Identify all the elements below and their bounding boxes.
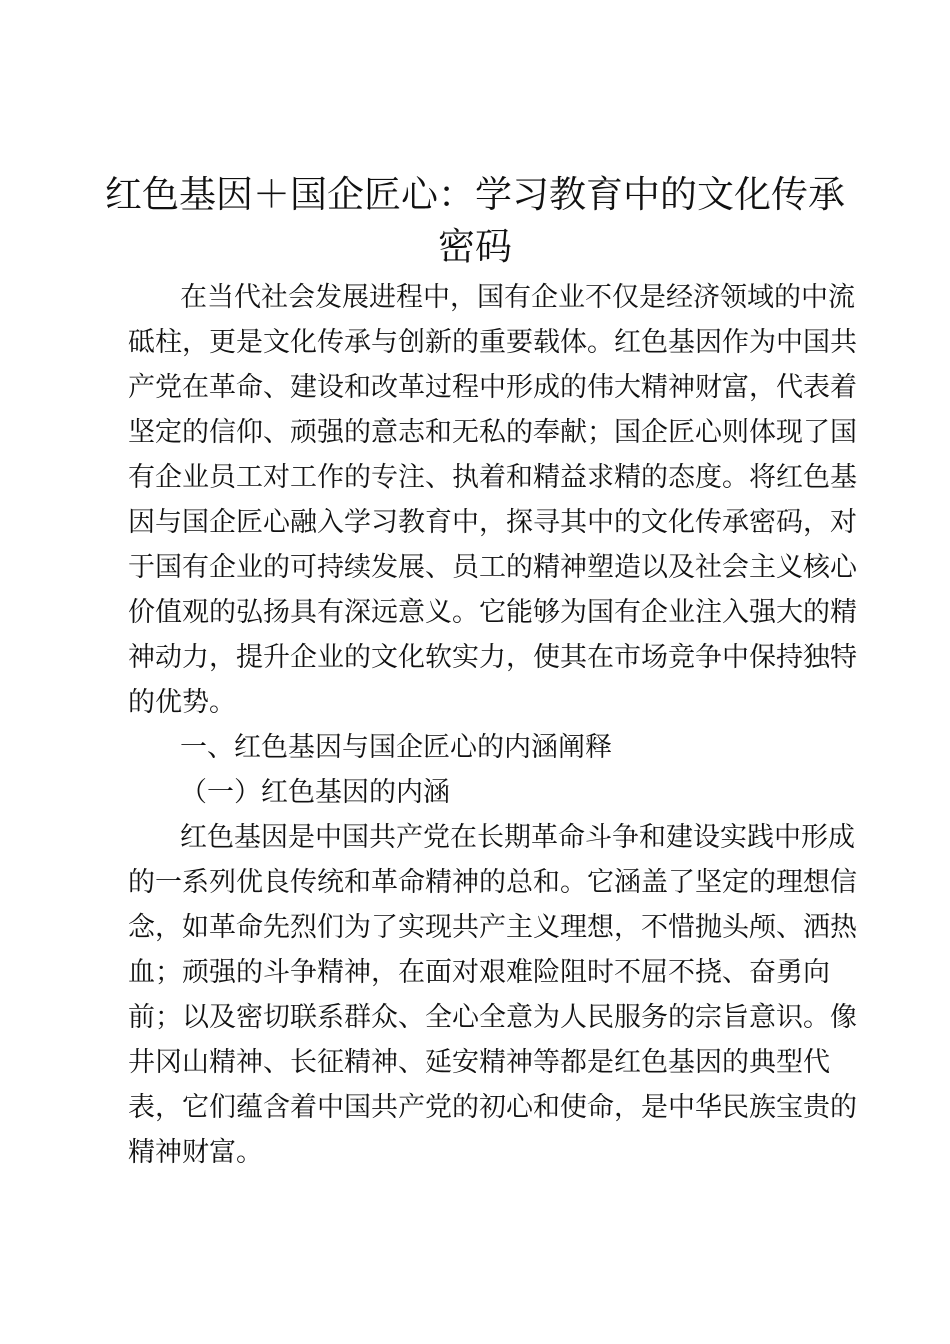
paragraph2-line-2: 的一系列优良传统和革命精神的总和。它涵盖了坚定的理想信 [128, 867, 857, 898]
title-line-2: 密码 [438, 225, 512, 268]
paragraph1-line-9: 神动力，提升企业的文化软实力，使其在市场竞争中保持独特 [128, 642, 857, 673]
paragraph2-line-5: 前；以及密切联系群众、全心全意为人民服务的宗旨意识。像 [128, 1002, 857, 1033]
paragraph1-line-4: 坚定的信仰、顽强的意志和无私的奉献；国企匠心则体现了国 [128, 417, 857, 448]
paragraph1-line-6: 因与国企匠心融入学习教育中，探寻其中的文化传承密码，对 [128, 507, 857, 538]
paragraph1-line-10: 的优势。 [128, 687, 236, 718]
paragraph2-line-7: 表，它们蕴含着中国共产党的初心和使命，是中华民族宝贵的 [128, 1092, 857, 1123]
paragraph2-line-1: 红色基因是中国共产党在长期革命斗争和建设实践中形成 [180, 822, 855, 853]
paragraph2-line-3: 念，如革命先烈们为了实现共产主义理想，不惜抛头颅、洒热 [128, 912, 857, 943]
paragraph2-line-6: 井冈山精神、长征精神、延安精神等都是红色基因的典型代 [128, 1047, 830, 1078]
paragraph2-line-4: 血；顽强的斗争精神，在面对艰难险阻时不屈不挠、奋勇向 [128, 957, 830, 988]
paragraph2-line-8: 精神财富。 [128, 1137, 263, 1168]
paragraph1-line-8: 价值观的弘扬具有深远意义。它能够为国有企业注入强大的精 [128, 597, 857, 628]
title-line-1: 红色基因＋国企匠心：学习教育中的文化传承 [105, 173, 845, 216]
subsection-heading-1: （一）红色基因的内涵 [180, 777, 450, 808]
paragraph1-line-7: 于国有企业的可持续发展、员工的精神塑造以及社会主义核心 [128, 552, 857, 583]
section-heading-1: 一、红色基因与国企匠心的内涵阐释 [180, 732, 612, 763]
paragraph1-line-1: 在当代社会发展进程中，国有企业不仅是经济领域的中流 [180, 282, 855, 313]
paragraph1-line-5: 有企业员工对工作的专注、执着和精益求精的态度。将红色基 [128, 462, 857, 493]
paragraph1-line-3: 产党在革命、建设和改革过程中形成的伟大精神财富，代表着 [128, 372, 857, 403]
paragraph1-line-2: 砥柱，更是文化传承与创新的重要载体。红色基因作为中国共 [128, 327, 857, 358]
